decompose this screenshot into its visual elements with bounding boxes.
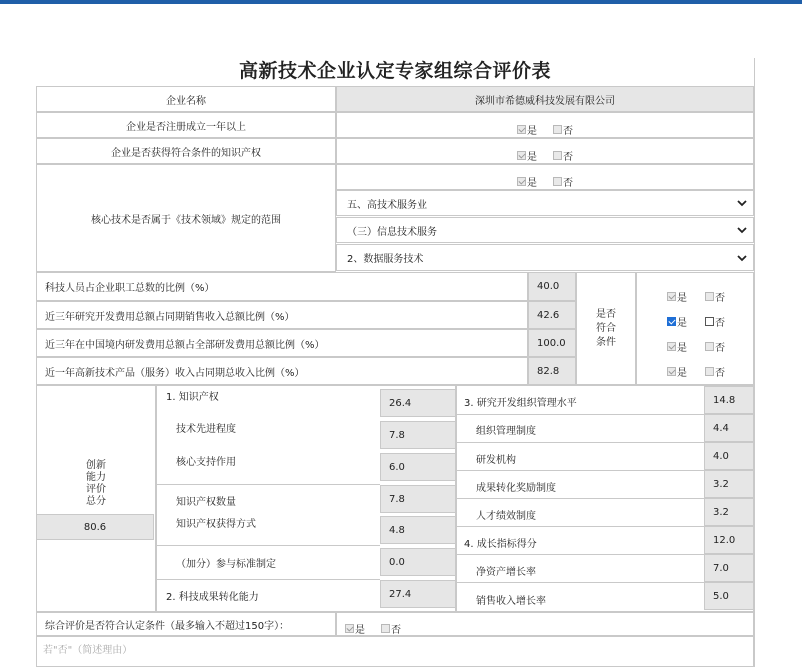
tech-field-select-2[interactable]: （三）信息技术服务 bbox=[336, 217, 754, 243]
registered-no-checkbox[interactable]: 否 bbox=[553, 122, 573, 137]
score-item-value[interactable]: 12.0 bbox=[704, 526, 754, 554]
company-name-label: 企业名称 bbox=[36, 86, 336, 112]
ratio-conditions bbox=[636, 272, 754, 385]
ip-no-checkbox[interactable]: 否 bbox=[553, 148, 573, 163]
registered-label: 企业是否注册成立一年以上 bbox=[36, 112, 336, 138]
ratio-row-label: 近三年研究开发费用总额占同期销售收入总额比例（%） bbox=[36, 301, 528, 329]
ratio-value[interactable]: 100.0 bbox=[528, 329, 576, 357]
score-item-label: 销售收入增长率 bbox=[476, 596, 546, 607]
ip-label: 企业是否获得符合条件的知识产权 bbox=[36, 138, 336, 164]
score-item-value[interactable]: 7.0 bbox=[704, 554, 754, 582]
ratio-4-yes-checkbox[interactable]: 是 bbox=[667, 364, 687, 379]
score-item-value[interactable]: 14.8 bbox=[704, 386, 754, 414]
score-item-value[interactable]: 7.8 bbox=[380, 421, 456, 449]
ratio-1-yes-checkbox[interactable]: 是 bbox=[667, 289, 687, 304]
score-item-label: 4. 成长指标得分 bbox=[464, 539, 537, 550]
tech-field-select-3[interactable]: 2、数据服务技术 bbox=[336, 244, 754, 271]
form-right-border bbox=[754, 58, 755, 667]
overall-no-checkbox[interactable]: 否 bbox=[381, 621, 401, 636]
score-item-value[interactable]: 4.4 bbox=[704, 414, 754, 442]
ratio-4-no-checkbox[interactable]: 否 bbox=[705, 364, 725, 379]
score-item-value[interactable]: 0.0 bbox=[380, 548, 456, 576]
top-accent-bar bbox=[0, 0, 802, 4]
ratio-value[interactable]: 40.0 bbox=[528, 272, 576, 301]
score-item-label: 净资产增长率 bbox=[476, 567, 536, 578]
score-item-value[interactable]: 5.0 bbox=[704, 582, 754, 610]
core-tech-label: 核心技术是否属于《技术领域》规定的范围 bbox=[36, 164, 336, 272]
ratio-value[interactable]: 42.6 bbox=[528, 301, 576, 329]
score-item-value[interactable]: 6.0 bbox=[380, 453, 456, 481]
score-item-label: 人才绩效制度 bbox=[476, 511, 536, 522]
chevron-down-icon bbox=[737, 226, 747, 234]
overall-options bbox=[336, 612, 754, 636]
core-tech-options bbox=[336, 164, 754, 190]
ratio-3-no-checkbox[interactable]: 否 bbox=[705, 339, 725, 354]
score-item-value[interactable]: 3.2 bbox=[704, 470, 754, 498]
core-tech-no-checkbox[interactable]: 否 bbox=[553, 174, 573, 189]
registered-yes-checkbox[interactable]: 是 bbox=[517, 122, 537, 137]
ratio-1-no-checkbox[interactable]: 否 bbox=[705, 289, 725, 304]
page-title: 高新技术企业认定专家组综合评价表 bbox=[238, 60, 551, 82]
score-item-label: 知识产权数量 bbox=[176, 497, 236, 508]
ratio-3-yes-checkbox[interactable]: 是 bbox=[667, 339, 687, 354]
chevron-down-icon bbox=[737, 254, 747, 262]
core-tech-yes-checkbox[interactable]: 是 bbox=[517, 174, 537, 189]
score-item-value[interactable]: 4.0 bbox=[704, 442, 754, 470]
overall-reason-textarea[interactable]: 若"否"（简述理由） bbox=[36, 636, 754, 667]
registered-options bbox=[336, 112, 754, 138]
ip-options bbox=[336, 138, 754, 164]
score-item-value[interactable]: 7.8 bbox=[380, 485, 456, 513]
innovation-total-score[interactable]: 80.6 bbox=[36, 514, 154, 540]
ratio-row-label: 近一年高新技术产品（服务）收入占同期总收入比例（%） bbox=[36, 357, 528, 385]
score-item-label: 3. 研究开发组织管理水平 bbox=[464, 398, 577, 409]
score-item-label: （加分）参与标准制定 bbox=[176, 559, 276, 570]
score-item-label: 1. 知识产权 bbox=[166, 392, 219, 403]
ratio-row-label: 近三年在中国境内研发费用总额占全部研发费用总额比例（%） bbox=[36, 329, 528, 357]
ratio-row-label: 科技人员占企业职工总数的比例（%） bbox=[36, 272, 528, 301]
ratio-2-no-checkbox[interactable]: 否 bbox=[705, 314, 725, 329]
ratio-value[interactable]: 82.8 bbox=[528, 357, 576, 385]
score-item-label: 知识产权获得方式 bbox=[176, 519, 256, 530]
overall-label: 综合评价是否符合认定条件（最多输入不超过150字）： bbox=[36, 612, 336, 636]
score-item-value[interactable]: 27.4 bbox=[380, 580, 456, 608]
innovation-label: 创新 能力 评价 总分 bbox=[86, 460, 106, 507]
score-item-label: 技术先进程度 bbox=[176, 424, 236, 435]
company-name-field[interactable]: 深圳市希德威科技发展有限公司 bbox=[336, 86, 754, 112]
score-item-label: 研发机构 bbox=[476, 455, 516, 466]
tech-field-select-1[interactable]: 五、高技术服务业 bbox=[336, 190, 754, 216]
ip-yes-checkbox[interactable]: 是 bbox=[517, 148, 537, 163]
ratio-2-yes-checkbox[interactable]: 是 bbox=[667, 314, 687, 329]
score-item-value[interactable]: 26.4 bbox=[380, 389, 456, 417]
chevron-down-icon bbox=[737, 199, 747, 207]
score-item-label: 组织管理制度 bbox=[476, 426, 536, 437]
overall-yes-checkbox[interactable]: 是 bbox=[345, 621, 365, 636]
score-item-value[interactable]: 3.2 bbox=[704, 498, 754, 526]
score-item-label: 2. 科技成果转化能力 bbox=[166, 592, 259, 603]
score-item-label: 成果转化奖励制度 bbox=[476, 483, 556, 494]
score-item-value[interactable]: 4.8 bbox=[380, 516, 456, 544]
score-item-label: 核心支持作用 bbox=[176, 457, 236, 468]
condition-label: 是否 符合 条件 bbox=[576, 272, 636, 385]
